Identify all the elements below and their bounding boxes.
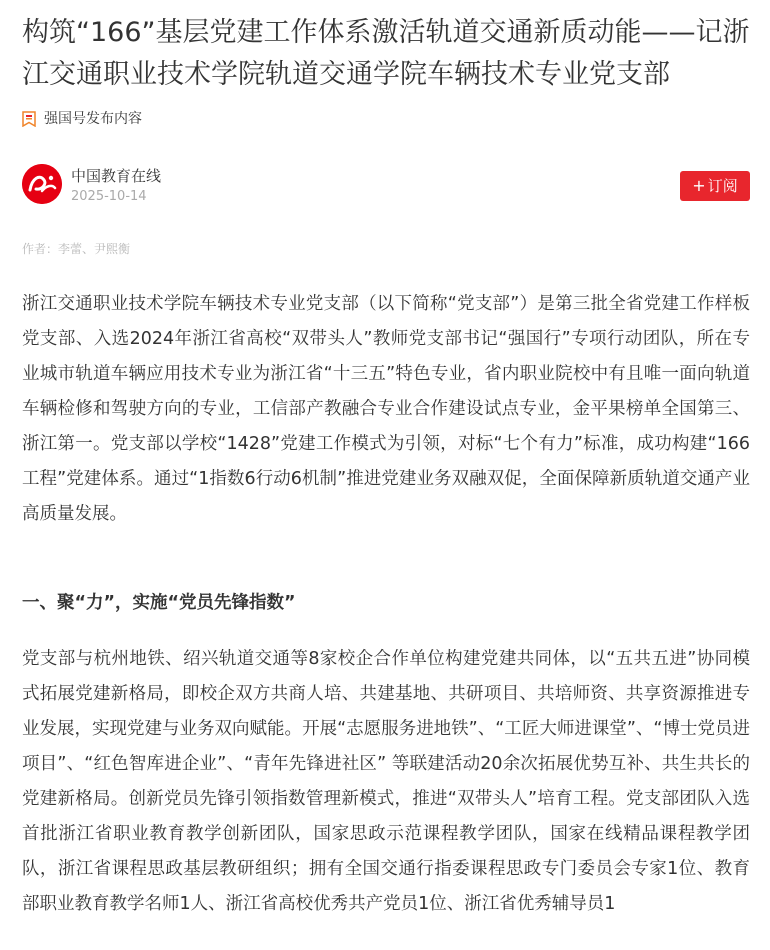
plus-icon: + bbox=[692, 176, 706, 195]
article-paragraph: 浙江交通职业技术学院车辆技术专业党支部（以下简称“党支部”）是第三批全省党建工作样板党支部、入选2024年浙江省高校“双带头人”教师党支部书记“强国行”专项行动团队，所在专业城市轨道车辆应用技术专业为浙江省“十三五”特色专业，省内职业院校中有且唯一面向轨道车辆检修和驾驶方向的专业，工信部产教融合专业合作建设试点专业，金平果榜单全国第三、浙江第一。党支部以学校“1428”党建工作模式为引领，对标“七个有力”标准，成功构建“166工程”党建体系。通过“1指数6行动6机制”推进党建业务双融双促，全面保障新质轨道交通产业高质量发展。 bbox=[22, 294, 750, 524]
article-authors: 作者：李蕾、尹熙衡 bbox=[22, 242, 131, 256]
subscribe-label: 订阅 bbox=[707, 177, 738, 195]
publisher-avatar[interactable] bbox=[22, 164, 62, 204]
section-heading: 一、聚“力”，实施“党员先锋指数” bbox=[22, 593, 296, 613]
subscribe-button[interactable] bbox=[680, 171, 750, 201]
publish-date: 2025-10-14 bbox=[71, 189, 147, 204]
publisher-logo-icon bbox=[22, 164, 62, 204]
source-label: 强国号发布内容 bbox=[44, 111, 142, 127]
source-row bbox=[22, 108, 142, 130]
article-title: 构筑“166”基层党建工作体系激活轨道交通新质动能——记浙江交通职业技术学院轨道交通学院车辆技术专业党支部 bbox=[22, 17, 750, 90]
xuexi-badge-icon bbox=[22, 111, 36, 127]
publisher-name[interactable]: 中国教育在线 bbox=[71, 167, 162, 185]
article-paragraph: 党支部与杭州地铁、绍兴轨道交通等8家校企合作单位构建党建共同体，以“五共五进”协同模式拓展党建新格局，即校企双方共商人培、共建基地、共研项目、共培师资、共享资源推进专业发展，实现党建与业务双向赋能。开展“志愿服务进地铁”、“工匠大师进课堂”、“博士党员进项目”、“红色智库进企业”、“青年先锋进社区” 等联建活动20余次拓展优势互补、共生共长的党建新格局。创新党员先锋引领指数管理新模式，推进“双带头人”培育工程。党支部团队入选首批浙江省职业教育教学创新团队，国家思政示范课程教学团队，国家在线精品课程教学团队，浙江省课程思政基层教研组织；拥有全国交通行指委课程思政专门委员会专家1位、教育部职业教育教学名师1人、浙江省高校优秀共产党员1位、浙江省优秀辅导员1 bbox=[22, 649, 750, 914]
publisher-row bbox=[22, 164, 750, 210]
